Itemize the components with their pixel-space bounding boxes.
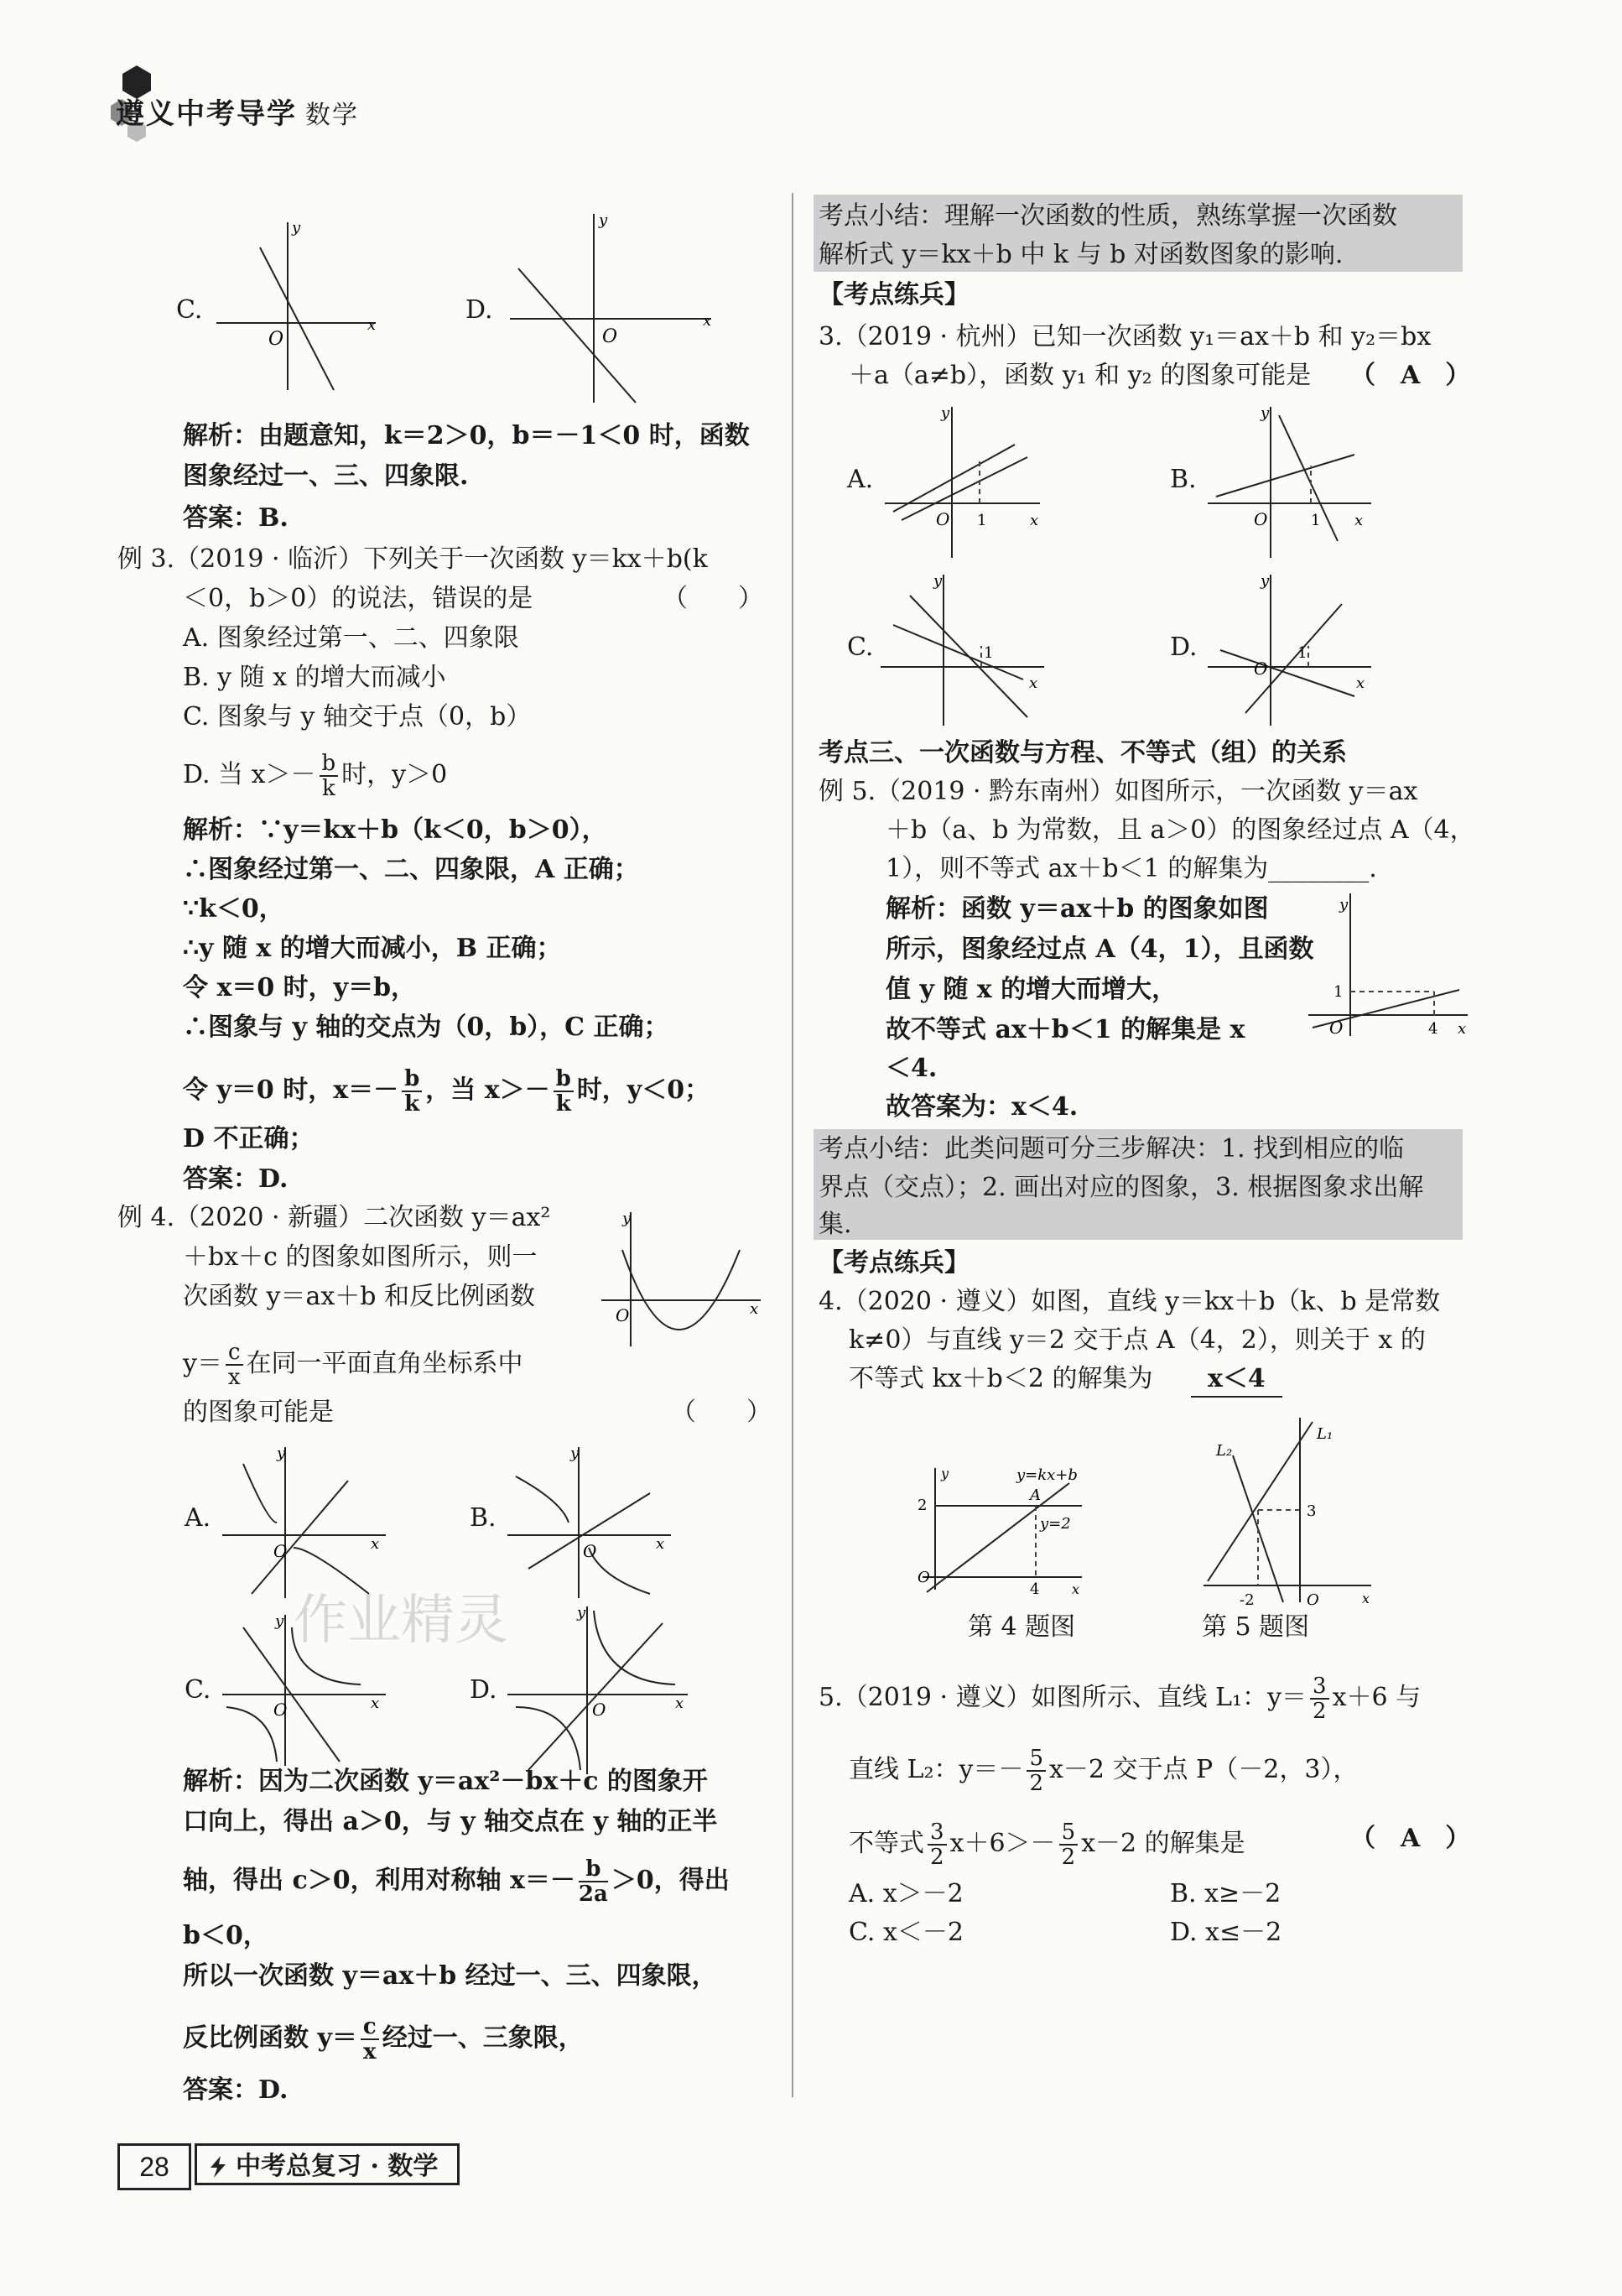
question-5-line-2: 直线 L₂：y＝－ $\frac{5}{2}$ x－2 交于点 P（－2，3）， xyxy=(849,1746,1359,1796)
svg-text:A: A xyxy=(1030,1486,1041,1504)
svg-text:x: x xyxy=(1072,1581,1080,1594)
example-4-option-d: D. xyxy=(470,1675,497,1705)
svg-text:O: O xyxy=(1254,659,1268,679)
svg-text:y: y xyxy=(1261,404,1270,422)
question-4-line-3: 不等式 kx＋b＜2 的解集为 xyxy=(849,1364,1153,1393)
example-4-line-5: 的图象可能是 xyxy=(183,1398,334,1427)
solution-4-line-4: b＜0， xyxy=(183,1921,268,1950)
example-3-option-d: D. 当 x＞－ $\frac{b}{k}$ 时，y＞0 xyxy=(183,751,448,801)
question-4-line-2: k≠0）与直线 y＝2 交于点 A（4，2），则关于 x 的 xyxy=(849,1325,1426,1355)
question-3-line-1: 3.（2019 · 杭州）已知一次函数 y₁＝ax＋b 和 y₂＝bx xyxy=(819,322,1432,351)
graph-option-d xyxy=(502,210,720,411)
example-5-graph xyxy=(1304,889,1472,1040)
question-5-option-c: C. x＜－2 xyxy=(849,1918,964,1947)
svg-text:O: O xyxy=(936,509,950,529)
example-3-option-c: C. 图象与 y 轴交于点（0，b） xyxy=(183,702,532,731)
solution-3-line-5: 令 x＝0 时，y＝b， xyxy=(183,973,417,1002)
drill-heading-1: 【考点练兵】 xyxy=(819,280,970,310)
solution-5-line-3: 值 y 随 x 的增大而增大， xyxy=(886,975,1178,1004)
solution-1-line-1: 解析：由题意知，k＝2＞0，b＝－1＜0 时，函数 xyxy=(183,421,750,450)
svg-text:y: y xyxy=(941,1466,949,1481)
option-c-label: C. xyxy=(176,295,203,325)
question-4-line-1: 4.（2020 · 遵义）如图，直线 y＝kx＋b（k、b 是常数 xyxy=(819,1287,1441,1316)
question-3-answer: （ A ） xyxy=(1350,361,1471,390)
figure-4-line-label: y=kx+b xyxy=(1016,1466,1078,1484)
figure-question-4 xyxy=(914,1460,1115,1594)
question-3-option-c: C. xyxy=(847,633,874,662)
svg-text:O: O xyxy=(273,1541,288,1561)
solution-5-line-2: 所示，图象经过点 A（4，1），且函数 xyxy=(886,935,1314,964)
solution-1-line-2: 图象经过一、三、四象限. xyxy=(183,461,469,491)
svg-text:O: O xyxy=(1254,509,1268,529)
graph-question-3-b xyxy=(1204,403,1380,562)
question-5-line-3: 不等式 $\frac{3}{2}$ x＋6＞－ $\frac{5}{2}$ x－2 的解集是 xyxy=(849,1820,1245,1870)
svg-text:1: 1 xyxy=(984,644,994,662)
example-4-line-4: y＝ $\frac{c}{x}$ 在同一平面直角坐标系中 xyxy=(183,1340,523,1390)
svg-text:O: O xyxy=(592,1700,606,1720)
graph-question-3-d xyxy=(1204,570,1380,730)
svg-text:x: x xyxy=(1362,1591,1370,1606)
svg-text:1: 1 xyxy=(977,512,987,529)
example-4-line-3: 次函数 y＝ax＋b 和反比例函数 xyxy=(183,1282,536,1311)
example-3-line-2: ＜0，b＞0）的说法，错误的是 xyxy=(183,584,533,613)
question-4-answer: x＜4 xyxy=(1191,1362,1282,1398)
example-3-line-1: 例 3.（2019 · 临沂）下列关于一次函数 y＝kx＋b(k xyxy=(117,544,708,574)
solution-5-line-6: 故答案为：x＜4. xyxy=(886,1092,1079,1122)
question-5-option-b: B. x≥－2 xyxy=(1170,1879,1281,1908)
svg-text:2: 2 xyxy=(918,1497,928,1514)
option-d-label: D. xyxy=(465,295,493,325)
graph-option-c xyxy=(208,214,384,398)
svg-text:x: x xyxy=(367,316,377,334)
svg-text:y: y xyxy=(599,211,608,229)
column-divider xyxy=(792,193,793,2097)
graph-question-3-a xyxy=(881,403,1048,562)
example-4-option-b: B. xyxy=(470,1503,496,1533)
question-3-option-b: B. xyxy=(1170,465,1197,494)
svg-text:y: y xyxy=(275,1612,284,1630)
svg-text:L₂: L₂ xyxy=(1216,1442,1233,1460)
example-4-parabola-graph xyxy=(597,1208,765,1351)
figure-question-5 xyxy=(1191,1414,1384,1606)
figure-5-caption: 第 5 题图 xyxy=(1202,1612,1310,1642)
svg-text:3: 3 xyxy=(1307,1502,1317,1520)
svg-text:y: y xyxy=(292,219,301,237)
solution-5-line-4: 故不等式 ax＋b＜1 的解集是 x xyxy=(886,1015,1245,1044)
drill-heading-2: 【考点练兵】 xyxy=(819,1248,970,1278)
question-5-line-1: 5.（2019 · 遵义）如图所示、直线 L₁：y＝ $\frac{3}{2}$ x＋6 与 xyxy=(819,1674,1422,1724)
solution-3-line-2: ∴图象经过第一、二、四象限，A 正确； xyxy=(183,855,639,884)
solution-3-line-7: 令 y＝0 时，x＝－ $\frac{b}{k}$ ，当 x＞－ $\frac{b}{k}$ 时，y＜0； xyxy=(183,1066,710,1117)
svg-text:x: x xyxy=(750,1300,759,1318)
svg-text:y: y xyxy=(1339,896,1349,914)
summary-2-line-1: 考点小结：此类问题可分三步解决：1. 找到相应的临 xyxy=(819,1134,1405,1164)
svg-text:x: x xyxy=(703,312,712,330)
solution-3-line-4: ∴y 随 x 的增大而减小，B 正确； xyxy=(183,934,562,963)
svg-text:x: x xyxy=(1030,512,1039,529)
svg-text:y: y xyxy=(570,1445,580,1462)
svg-text:y: y xyxy=(941,404,950,422)
question-5-answer: （ A ） xyxy=(1350,1824,1471,1853)
footer-book-title: 中考总复习 · 数学 xyxy=(195,2143,460,2185)
svg-text:O: O xyxy=(1329,1018,1344,1038)
svg-text:x: x xyxy=(675,1695,684,1712)
answer-3: 答案：D. xyxy=(183,1164,289,1194)
example-5-line-2: ＋b（a、b 为常数，且 a＞0）的图象经过点 A（4， xyxy=(886,815,1475,845)
figure-4-y2-label: y=2 xyxy=(1040,1515,1071,1533)
solution-3-line-1: 解析：∵y＝kx＋b（k＜0，b＞0）， xyxy=(183,815,607,845)
example-4-line-2: ＋bx＋c 的图象如图所示，则一 xyxy=(183,1242,538,1272)
question-5-option-d: D. x≤－2 xyxy=(1170,1918,1282,1947)
example-3-option-a: A. 图象经过第一、二、四象限 xyxy=(183,623,519,653)
solution-5-line-5: ＜4. xyxy=(886,1054,938,1083)
solution-4-line-1: 解析：因为二次函数 y＝ax²－bx＋c 的图象开 xyxy=(183,1767,708,1796)
solution-3-line-6: ∴图象与 y 轴的交点为（0，b），C 正确； xyxy=(183,1013,669,1042)
svg-text:x: x xyxy=(1356,674,1365,692)
summary-1-line-2: 解析式 y＝kx＋b 中 k 与 b 对函数图象的影响. xyxy=(819,240,1344,269)
question-3-line-2: ＋a（a≠b），函数 y₁ 和 y₂ 的图象可能是 xyxy=(849,361,1312,390)
page-number: 28 xyxy=(117,2143,191,2190)
svg-text:O: O xyxy=(616,1305,630,1325)
svg-text:x: x xyxy=(371,1695,380,1712)
svg-text:1: 1 xyxy=(1311,512,1321,529)
svg-text:x: x xyxy=(1029,674,1038,692)
svg-text:y: y xyxy=(577,1604,586,1622)
svg-text:O: O xyxy=(1307,1591,1319,1606)
summary-2-line-3: 集. xyxy=(819,1210,852,1239)
svg-text:x: x xyxy=(1354,512,1364,529)
svg-text:4: 4 xyxy=(1428,1020,1438,1038)
summary-2-line-2: 界点（交点）；2. 画出对应的图象，3. 根据图象求出解 xyxy=(819,1173,1424,1202)
solution-4-line-2: 口向上，得出 a＞0，与 y 轴交点在 y 轴的正半 xyxy=(183,1807,718,1836)
watermark-stamp: 作业精灵 xyxy=(294,1590,508,1652)
svg-text:x: x xyxy=(371,1535,380,1553)
svg-text:O: O xyxy=(268,329,284,350)
svg-text:1: 1 xyxy=(1333,983,1344,1001)
svg-text:-2: -2 xyxy=(1240,1591,1255,1606)
example-4-option-c: C. xyxy=(185,1675,211,1705)
svg-text:O: O xyxy=(583,1541,597,1561)
example-4-option-a: A. xyxy=(185,1503,211,1533)
solution-4-line-3: 轴，得出 c＞0，利用对称轴 x＝－ $\frac{b}{2a}$ ＞0，得出 xyxy=(183,1856,730,1907)
svg-text:O: O xyxy=(273,1700,288,1720)
example-3-option-b: B. y 随 x 的增大而减小 xyxy=(183,663,446,692)
solution-4-line-6: 反比例函数 y＝ $\frac{c}{x}$ 经过一、三象限， xyxy=(183,2014,584,2064)
header-title: 遵义中考导学 数学 xyxy=(116,97,359,131)
example-5-line-1: 例 5.（2019 · 黔东南州）如图所示，一次函数 y＝ax xyxy=(819,777,1418,806)
solution-5-line-1: 解析：函数 y＝ax＋b 的图象如图 xyxy=(886,894,1269,924)
section-3-heading: 考点三、一次函数与方程、不等式（组）的关系 xyxy=(819,738,1347,768)
svg-text:O: O xyxy=(918,1569,930,1586)
graph-question-3-c xyxy=(876,570,1053,730)
svg-text:O: O xyxy=(602,326,618,347)
figure-4-caption: 第 4 题图 xyxy=(968,1612,1076,1642)
graph-example-4-b xyxy=(503,1443,679,1602)
example-3-answer-blank: （ ） xyxy=(663,584,763,613)
answer-1: 答案：B. xyxy=(183,503,289,533)
svg-text:x: x xyxy=(656,1535,665,1553)
question-5-option-a: A. x＞－2 xyxy=(849,1879,964,1908)
svg-text:y: y xyxy=(933,572,943,590)
lightning-icon xyxy=(205,2154,231,2179)
svg-text:y: y xyxy=(622,1210,632,1227)
example-5-line-3: 1），则不等式 ax＋b＜1 的解集为________. xyxy=(886,854,1377,883)
svg-text:1: 1 xyxy=(1297,644,1307,662)
solution-3-line-8: D 不正确； xyxy=(183,1124,315,1153)
svg-text:x: x xyxy=(1458,1020,1467,1038)
solution-4-line-5: 所以一次函数 y＝ax＋b 经过一、三、四象限， xyxy=(183,1961,717,1991)
svg-text:4: 4 xyxy=(1030,1580,1040,1594)
question-3-option-a: A. xyxy=(847,465,874,494)
answer-4: 答案：D. xyxy=(183,2075,289,2105)
solution-3-line-3: ∵k＜0， xyxy=(183,894,284,924)
svg-text:y: y xyxy=(1261,572,1270,590)
svg-text:y: y xyxy=(277,1445,286,1462)
example-4-line-1: 例 4.（2020 · 新疆）二次函数 y＝ax² xyxy=(117,1203,551,1232)
question-3-option-d: D. xyxy=(1170,633,1198,662)
svg-text:L₁: L₁ xyxy=(1317,1425,1333,1443)
example-4-answer-blank: （ ） xyxy=(671,1398,772,1427)
graph-example-4-d xyxy=(503,1602,696,1778)
summary-1-line-1: 考点小结：理解一次函数的性质，熟练掌握一次函数 xyxy=(819,201,1397,231)
